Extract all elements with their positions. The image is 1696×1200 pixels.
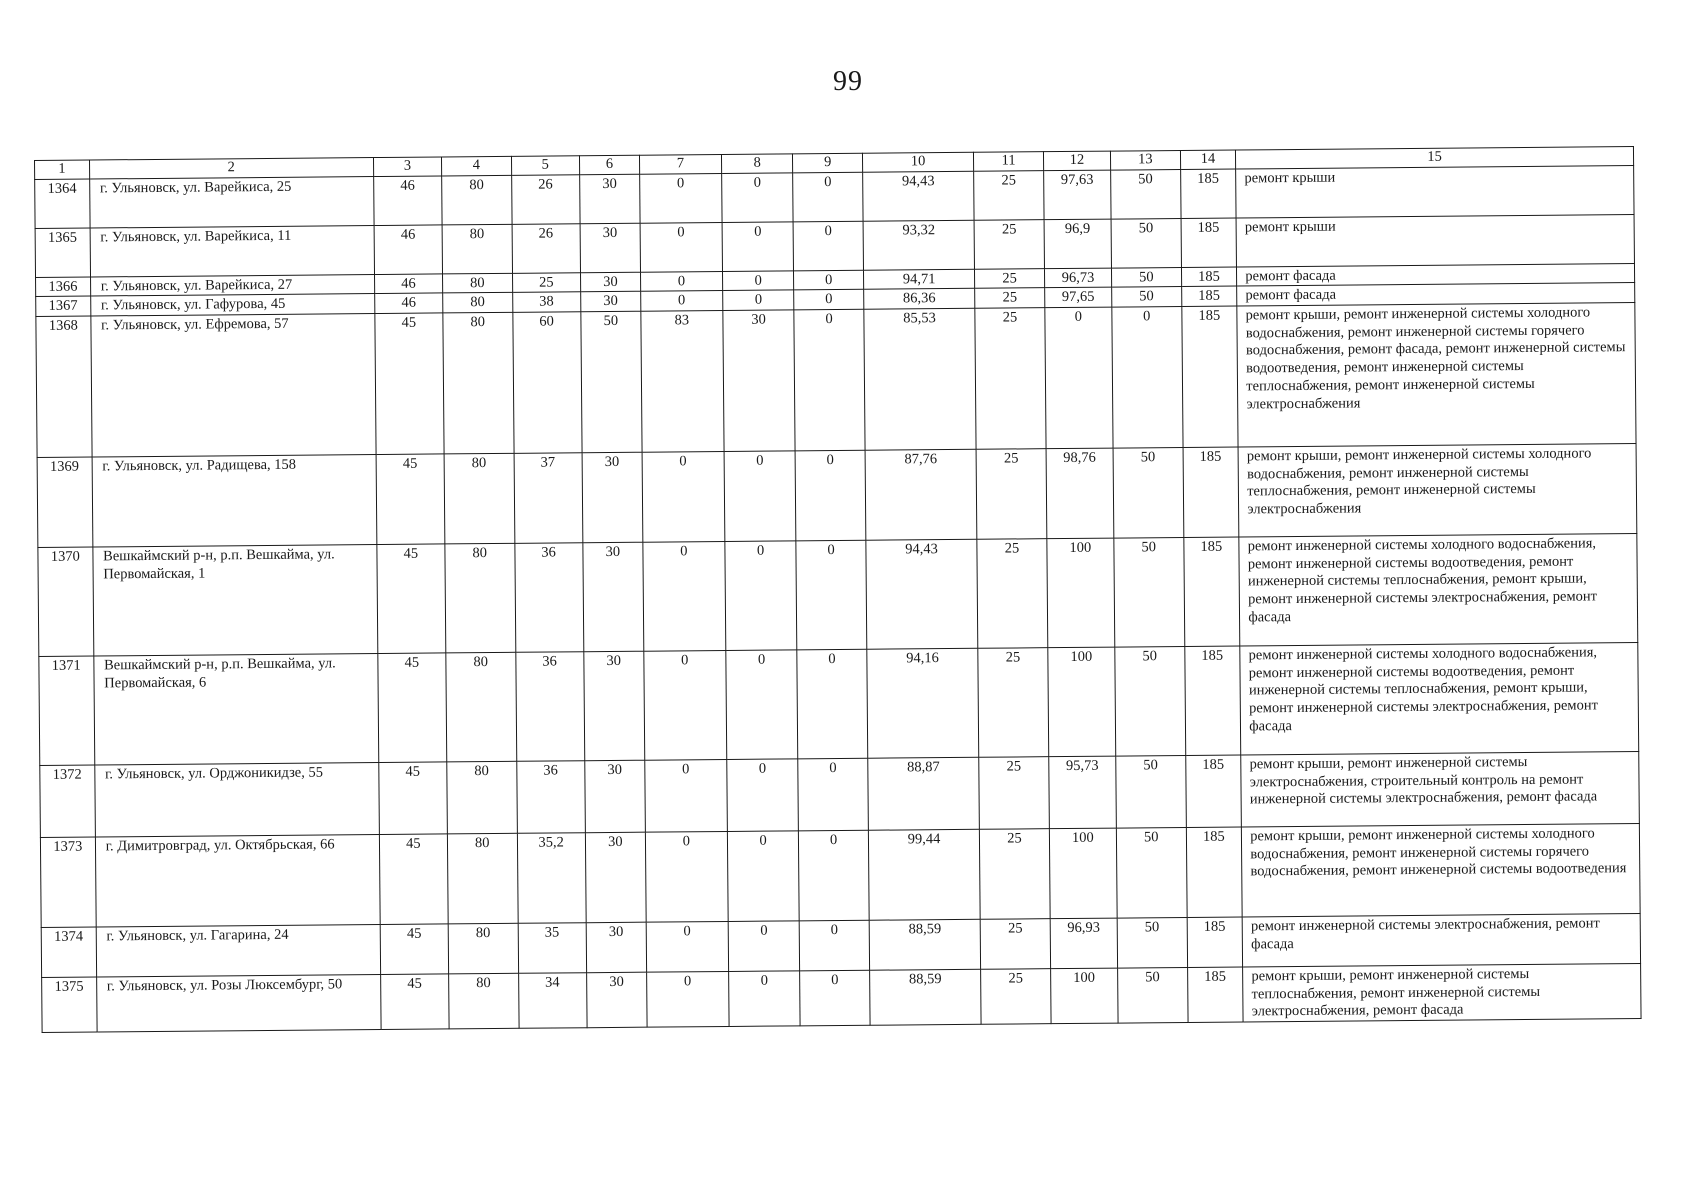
value-cell: 0 bbox=[800, 970, 870, 1026]
table-row bbox=[37, 444, 1637, 548]
value-cell: 50 bbox=[1112, 267, 1182, 287]
column-header: 12 bbox=[1043, 151, 1110, 170]
value-cell: 80 bbox=[443, 273, 513, 293]
value-cell: 46 bbox=[373, 176, 442, 226]
work-type-cell: ремонт фасада bbox=[1237, 263, 1635, 286]
value-cell: 36 bbox=[515, 652, 584, 762]
column-header: 5 bbox=[511, 156, 580, 175]
column-header: 7 bbox=[639, 155, 721, 174]
work-type-cell: ремонт фасада bbox=[1237, 283, 1635, 306]
table-row bbox=[40, 752, 1640, 838]
value-cell: 30 bbox=[581, 292, 641, 312]
value-cell: 30 bbox=[584, 651, 645, 761]
value-cell: 99,44 bbox=[868, 829, 980, 920]
value-cell: 80 bbox=[442, 175, 512, 225]
value-cell: 0 bbox=[798, 758, 868, 831]
value-cell: 94,71 bbox=[863, 269, 975, 290]
value-cell: 46 bbox=[374, 293, 443, 313]
address-cell: Вешкаймский р-н, р.п. Вешкайма, ул. Первомайская, 1 bbox=[93, 545, 378, 656]
value-cell: 0 bbox=[645, 760, 728, 833]
value-cell: 45 bbox=[379, 834, 448, 925]
row-number-cell: 1368 bbox=[36, 316, 92, 457]
row-number-cell: 1364 bbox=[35, 179, 90, 228]
column-header: 9 bbox=[793, 153, 863, 172]
value-cell: 185 bbox=[1184, 646, 1241, 755]
row-number-cell: 1369 bbox=[37, 457, 92, 547]
work-type-cell: ремонт крыши, ремонт инженерной системы холодного водоснабжения, ремонт инженерной системы горячего водоснабжения, ремонт инженерной системы водоотведения bbox=[1242, 824, 1641, 917]
value-cell: 50 bbox=[1116, 756, 1186, 829]
value-cell: 50 bbox=[1111, 218, 1181, 268]
value-cell: 80 bbox=[445, 543, 515, 653]
row-number-cell: 1367 bbox=[36, 296, 91, 316]
value-cell: 50 bbox=[1112, 287, 1182, 307]
work-type-cell: ремонт инженерной системы холодного водоснабжения, ремонт инженерной системы водоотведения, ремонт инженерной системы теплоснабжения, ремонт крыши, ремонт инженерной системы электроснабжения, ремонт фасада bbox=[1239, 534, 1638, 646]
value-cell: 0 bbox=[796, 540, 866, 650]
work-type-cell: ремонт инженерной системы электроснабжения, ремонт фасада bbox=[1242, 914, 1640, 967]
address-cell: г. Ульяновск, ул. Варейкиса, 25 bbox=[89, 176, 373, 227]
value-cell: 94,16 bbox=[867, 648, 979, 758]
value-cell: 88,87 bbox=[868, 757, 980, 830]
value-cell: 30 bbox=[582, 452, 643, 543]
value-cell: 86,36 bbox=[864, 289, 976, 310]
row-number-cell: 1373 bbox=[40, 837, 95, 927]
value-cell: 185 bbox=[1186, 827, 1243, 917]
value-cell: 97,63 bbox=[1043, 170, 1111, 220]
value-cell: 96,93 bbox=[1050, 918, 1118, 969]
value-cell: 50 bbox=[1111, 169, 1181, 219]
value-cell: 0 bbox=[793, 221, 863, 271]
table-container bbox=[34, 146, 1642, 1033]
value-cell: 0 bbox=[727, 831, 799, 922]
address-cell: г. Ульяновск, ул. Гафурова, 45 bbox=[90, 294, 374, 316]
column-header: 10 bbox=[862, 152, 974, 172]
address-cell: г. Ульяновск, ул. Радищева, 158 bbox=[92, 455, 377, 547]
table-row bbox=[40, 824, 1640, 928]
value-cell: 25 bbox=[975, 268, 1045, 288]
value-cell: 0 bbox=[728, 921, 800, 972]
column-header: 1 bbox=[35, 160, 90, 179]
row-number-cell: 1375 bbox=[42, 977, 97, 1033]
value-cell: 38 bbox=[512, 292, 581, 312]
value-cell: 0 bbox=[723, 290, 795, 310]
value-cell: 0 bbox=[795, 450, 865, 541]
value-cell: 50 bbox=[1118, 968, 1188, 1024]
value-cell: 25 bbox=[978, 648, 1048, 758]
column-header: 14 bbox=[1180, 150, 1236, 169]
value-cell: 98,76 bbox=[1046, 448, 1114, 539]
page-number: 99 bbox=[833, 66, 863, 97]
value-cell: 83 bbox=[641, 311, 724, 453]
value-cell: 80 bbox=[447, 833, 517, 924]
column-header: 3 bbox=[373, 157, 442, 176]
value-cell: 45 bbox=[378, 653, 447, 763]
column-header: 6 bbox=[579, 155, 639, 174]
value-cell: 80 bbox=[443, 293, 513, 313]
value-cell: 0 bbox=[799, 830, 869, 921]
value-cell: 25 bbox=[976, 449, 1046, 540]
value-cell: 100 bbox=[1048, 647, 1116, 757]
value-cell: 95,73 bbox=[1049, 756, 1117, 829]
value-cell: 45 bbox=[376, 454, 445, 545]
value-cell: 30 bbox=[580, 223, 640, 273]
value-cell: 25 bbox=[975, 288, 1045, 308]
address-cell: г. Ульяновск, ул. Варейкиса, 11 bbox=[90, 225, 374, 276]
work-type-cell: ремонт крыши, ремонт инженерной системы холодного водоснабжения, ремонт инженерной системы горячего водоснабжения, ремонт фасада, ремонт инженерной системы водоотведения, ремонт инженерной системы теплоснабжения, ремонт инженерной системы электроснабжения bbox=[1237, 303, 1636, 447]
value-cell: 85,53 bbox=[864, 308, 977, 450]
value-cell: 0 bbox=[727, 759, 799, 832]
value-cell: 80 bbox=[444, 453, 514, 544]
value-cell: 0 bbox=[646, 972, 729, 1028]
value-cell: 185 bbox=[1183, 537, 1240, 646]
value-cell: 25 bbox=[981, 919, 1051, 970]
value-cell: 0 bbox=[640, 271, 722, 291]
value-cell: 26 bbox=[512, 223, 581, 273]
row-number-cell: 1365 bbox=[35, 228, 90, 277]
row-number-cell: 1371 bbox=[39, 656, 95, 765]
work-type-cell: ремонт крыши, ремонт инженерной системы теплоснабжения, ремонт инженерной системы электроснабжения, ремонт фасада bbox=[1243, 964, 1641, 1023]
value-cell: 25 bbox=[977, 539, 1047, 649]
value-cell: 94,43 bbox=[862, 171, 974, 221]
value-cell: 30 bbox=[583, 542, 644, 652]
work-type-cell: ремонт крыши, ремонт инженерной системы электроснабжения, строительный контроль на ремонт инженерной системы электроснабжения, ремонт фасада bbox=[1241, 752, 1639, 827]
value-cell: 0 bbox=[724, 451, 796, 542]
value-cell: 88,59 bbox=[869, 969, 981, 1025]
value-cell: 0 bbox=[1112, 307, 1183, 449]
address-cell: г. Ульяновск, ул. Гагарина, 24 bbox=[96, 925, 380, 977]
value-cell: 185 bbox=[1181, 286, 1237, 306]
value-cell: 45 bbox=[377, 544, 446, 654]
value-cell: 0 bbox=[645, 832, 728, 923]
value-cell: 45 bbox=[380, 924, 449, 975]
value-cell: 50 bbox=[1117, 918, 1187, 969]
value-cell: 45 bbox=[375, 313, 445, 455]
value-cell: 0 bbox=[1045, 307, 1114, 449]
value-cell: 100 bbox=[1049, 828, 1117, 919]
value-cell: 0 bbox=[646, 922, 728, 973]
value-cell: 100 bbox=[1047, 538, 1115, 648]
value-cell: 30 bbox=[580, 272, 640, 292]
value-cell: 80 bbox=[448, 923, 518, 974]
value-cell: 0 bbox=[722, 222, 794, 272]
value-cell: 0 bbox=[728, 971, 800, 1027]
value-cell: 0 bbox=[640, 222, 722, 272]
value-cell: 185 bbox=[1180, 169, 1236, 218]
value-cell: 0 bbox=[641, 291, 723, 311]
value-cell: 80 bbox=[447, 761, 517, 834]
value-cell: 0 bbox=[797, 649, 867, 759]
table-row bbox=[39, 643, 1639, 766]
value-cell: 45 bbox=[380, 974, 449, 1030]
work-type-cell: ремонт инженерной системы холодного водоснабжения, ремонт инженерной системы водоотведения, ремонт инженерной системы теплоснабжения, ремонт крыши, ремонт инженерной системы электроснабжения, ремонт фасада bbox=[1240, 643, 1639, 755]
row-number-cell: 1370 bbox=[38, 547, 94, 656]
registry-table bbox=[34, 146, 1642, 1033]
value-cell: 185 bbox=[1181, 218, 1237, 267]
value-cell: 185 bbox=[1181, 306, 1238, 447]
value-cell: 185 bbox=[1185, 755, 1241, 827]
address-cell: г. Димитровград, ул. Октябрьская, 66 bbox=[95, 835, 380, 927]
value-cell: 0 bbox=[642, 452, 725, 543]
address-cell: г. Ульяновск, ул. Орджоникидзе, 55 bbox=[94, 763, 379, 837]
column-header: 15 bbox=[1236, 147, 1634, 169]
value-cell: 0 bbox=[643, 542, 726, 652]
value-cell: 0 bbox=[644, 651, 727, 761]
value-cell: 80 bbox=[449, 973, 519, 1029]
value-cell: 0 bbox=[722, 271, 794, 291]
value-cell: 50 bbox=[1113, 448, 1183, 539]
value-cell: 25 bbox=[980, 829, 1050, 920]
row-number-cell: 1372 bbox=[40, 765, 95, 837]
value-cell: 25 bbox=[512, 272, 581, 292]
value-cell: 60 bbox=[512, 312, 582, 454]
table-row bbox=[38, 534, 1638, 657]
value-cell: 25 bbox=[974, 170, 1044, 220]
row-number-cell: 1366 bbox=[36, 277, 91, 297]
value-cell: 80 bbox=[443, 312, 514, 454]
value-cell: 0 bbox=[722, 173, 794, 223]
value-cell: 0 bbox=[794, 309, 865, 451]
value-cell: 30 bbox=[586, 922, 646, 973]
column-header: 2 bbox=[89, 158, 373, 179]
value-cell: 34 bbox=[518, 973, 587, 1029]
address-cell: г. Ульяновск, ул. Ефремова, 57 bbox=[91, 314, 376, 457]
work-type-cell: ремонт крыши, ремонт инженерной системы холодного водоснабжения, ремонт инженерной системы теплоснабжения, ремонт инженерной системы электроснабжения bbox=[1238, 444, 1637, 537]
value-cell: 185 bbox=[1187, 917, 1243, 967]
value-cell: 185 bbox=[1181, 267, 1237, 287]
value-cell: 30 bbox=[585, 760, 646, 833]
value-cell: 96,73 bbox=[1044, 268, 1111, 288]
column-header: 11 bbox=[974, 152, 1044, 171]
value-cell: 25 bbox=[979, 757, 1049, 830]
value-cell: 87,76 bbox=[865, 449, 977, 540]
value-cell: 0 bbox=[639, 173, 721, 223]
value-cell: 185 bbox=[1187, 967, 1243, 1023]
value-cell: 80 bbox=[446, 652, 516, 762]
value-cell: 35 bbox=[518, 923, 587, 974]
value-cell: 50 bbox=[1115, 647, 1185, 757]
work-type-cell: ремонт крыши bbox=[1236, 214, 1634, 266]
work-type-cell: ремонт крыши bbox=[1236, 165, 1634, 217]
row-number-cell: 1374 bbox=[41, 927, 96, 977]
value-cell: 26 bbox=[511, 174, 580, 224]
table-row bbox=[36, 303, 1636, 458]
value-cell: 97,65 bbox=[1044, 287, 1111, 307]
value-cell: 50 bbox=[1114, 538, 1184, 648]
value-cell: 30 bbox=[723, 310, 796, 452]
column-header: 4 bbox=[442, 156, 512, 175]
value-cell: 80 bbox=[442, 224, 512, 274]
value-cell: 100 bbox=[1050, 968, 1118, 1024]
value-cell: 46 bbox=[374, 274, 443, 294]
value-cell: 0 bbox=[725, 541, 797, 651]
value-cell: 88,59 bbox=[869, 919, 981, 970]
value-cell: 36 bbox=[514, 543, 583, 653]
address-cell: г. Ульяновск, ул. Розы Люксембург, 50 bbox=[96, 975, 381, 1033]
value-cell: 96,9 bbox=[1044, 219, 1112, 269]
value-cell: 35,2 bbox=[517, 833, 586, 924]
value-cell: 0 bbox=[793, 172, 863, 222]
value-cell: 185 bbox=[1183, 447, 1240, 537]
column-header: 13 bbox=[1111, 150, 1181, 169]
value-cell: 0 bbox=[794, 290, 864, 310]
value-cell: 30 bbox=[585, 832, 646, 923]
value-cell: 0 bbox=[794, 270, 864, 290]
value-cell: 25 bbox=[974, 219, 1044, 269]
address-cell: г. Ульяновск, ул. Варейкиса, 27 bbox=[90, 274, 374, 296]
address-cell: Вешкаймский р-н, р.п. Вешкайма, ул. Первомайская, 6 bbox=[94, 654, 379, 765]
value-cell: 94,43 bbox=[866, 539, 978, 649]
value-cell: 0 bbox=[726, 650, 798, 760]
value-cell: 30 bbox=[580, 174, 640, 224]
value-cell: 25 bbox=[981, 969, 1051, 1025]
column-header: 8 bbox=[721, 154, 793, 173]
value-cell: 0 bbox=[800, 920, 870, 971]
value-cell: 25 bbox=[975, 308, 1046, 450]
value-cell: 50 bbox=[581, 311, 642, 453]
value-cell: 46 bbox=[374, 225, 443, 275]
value-cell: 36 bbox=[516, 761, 585, 834]
value-cell: 37 bbox=[514, 453, 583, 544]
value-cell: 93,32 bbox=[863, 220, 975, 270]
value-cell: 50 bbox=[1116, 828, 1186, 919]
value-cell: 30 bbox=[587, 972, 647, 1028]
value-cell: 45 bbox=[378, 762, 447, 835]
